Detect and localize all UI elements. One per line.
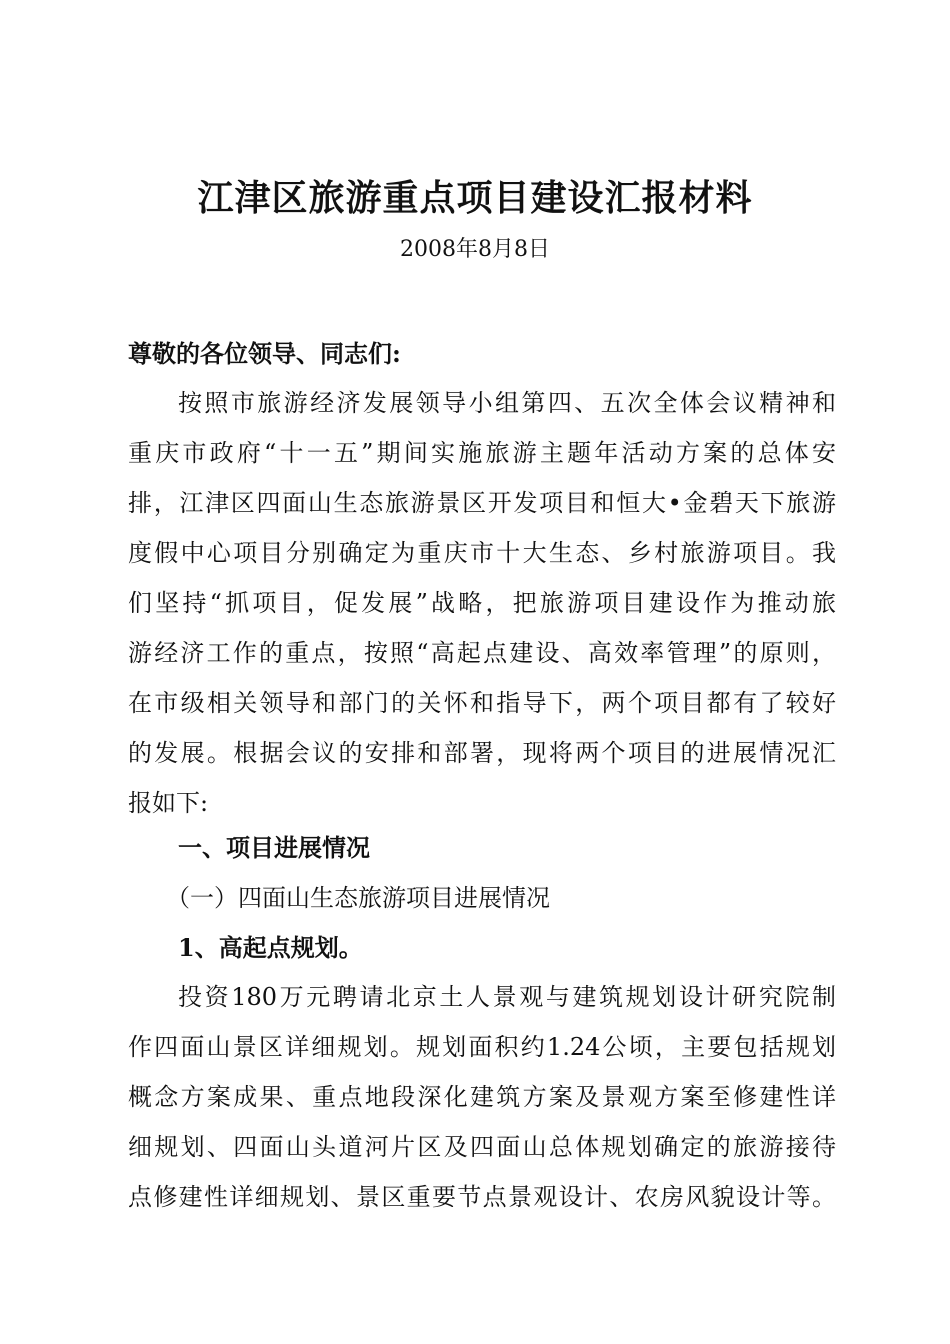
paragraph-line: 的发展。根据会议的安排和部署，现将两个项目的进展情况汇 [128, 739, 836, 767]
paragraph-line: 重庆市政府“十一五”期间实施旅游主题年活动方案的总体安 [128, 439, 836, 467]
paragraph-line: 点修建性详细规划、景区重要节点景观设计、农房风貌设计等。 [128, 1183, 836, 1211]
paragraph-intro [128, 378, 836, 828]
paragraph-line: 细规划、四面山头道河片区及四面山总体规划确定的旅游接待 [128, 1133, 836, 1161]
paragraph-line: 报如下: [128, 789, 209, 817]
paragraph-line: 概念方案成果、重点地段深化建筑方案及景观方案至修建性详 [128, 1083, 836, 1111]
subsection-heading: （一）四面山生态旅游项目进展情况 [166, 884, 550, 912]
paragraph-line: 在市级相关领导和部门的关怀和指导下，两个项目都有了较好 [128, 689, 836, 717]
paragraph-line: 投资180万元聘请北京土人景观与建筑规划设计研究院制 [178, 983, 836, 1011]
paragraph-line: 按照市旅游经济发展领导小组第四、五次全体会议精神和 [178, 389, 836, 417]
paragraph-line: 排，江津区四面山生态旅游景区开发项目和恒大•金碧天下旅游 [128, 489, 836, 517]
paragraph-line: 游经济工作的重点，按照“高起点建设、高效率管理”的原则， [128, 639, 836, 667]
paragraph-line: 度假中心项目分别确定为重庆市十大生态、乡村旅游项目。我 [128, 539, 836, 567]
section-heading: 一、项目进展情况 [178, 833, 370, 862]
document-date: 2008年8月8日 [400, 237, 550, 262]
paragraph-line: 们坚持“抓项目，促发展”战略，把旅游项目建设作为推动旅 [128, 589, 836, 617]
paragraph-line: 作四面山景区详细规划。规划面积约1.24公顷，主要包括规划 [128, 1033, 836, 1061]
document-title: 江津区旅游重点项目建设汇报材料 [197, 177, 753, 219]
item-heading: 1、高起点规划。 [178, 933, 363, 962]
salutation: 尊敬的各位领导、同志们: [128, 339, 401, 368]
paragraph-planning [128, 972, 836, 1222]
